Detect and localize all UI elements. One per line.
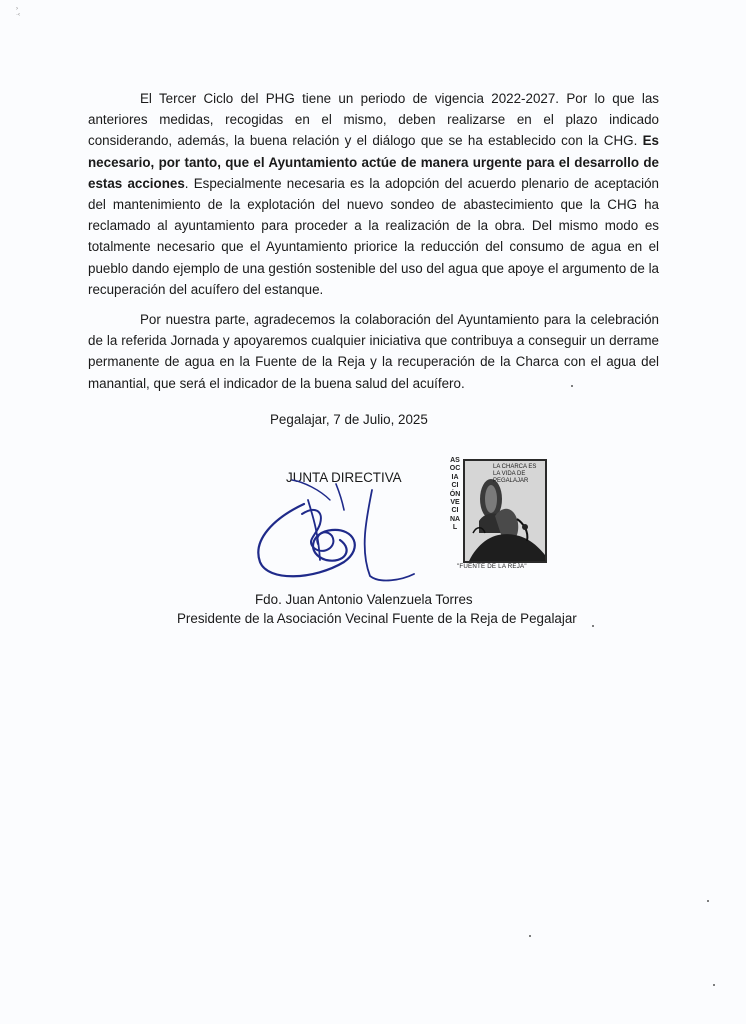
scan-mark: › ·‹ [16, 6, 20, 18]
scan-speck [571, 385, 573, 387]
paragraph-1-start: El Tercer Ciclo del PHG tiene un periodo de vigencia 2022-2027. Por lo que las anteriores medidas, recogidas en el mismo, deben realizarse en el plazo indicado considerando, además, la buena relación y el diálogo que se ha establecido con la CHG. [88, 91, 659, 149]
junta-label: JUNTA DIRECTIVA [286, 470, 402, 485]
association-stamp [449, 455, 549, 573]
stamp-motto: LA CHARCA ES LA VIDA DE PEGALAJAR [493, 464, 537, 484]
scan-speck [713, 984, 715, 986]
stamp-bottom-text: "FUENTE DE LA REJA" [457, 563, 527, 570]
handwritten-signature [244, 470, 424, 588]
scan-speck [592, 625, 594, 627]
stamp-image-box [463, 459, 547, 563]
scan-speck [707, 900, 709, 902]
letter-body [88, 88, 659, 394]
paragraph-1-bold: Es necesario, por tanto, que el Ayuntamiento actúe de manera urgente para el desarrollo de estas acciones [88, 133, 659, 191]
date-line: Pegalajar, 7 de Julio, 2025 [270, 412, 428, 427]
signed-by: Fdo. Juan Antonio Valenzuela Torres [255, 592, 473, 607]
scan-speck [529, 935, 531, 937]
paragraph-2: Por nuestra parte, agradecemos la colaboración del Ayuntamiento para la celebración de la referida Jornada y apoyaremos cualquier iniciativa que contribuya a conseguir un derrame permanente de agua en la Fuente de la Reja y la recuperación de la Charca con el agua del manantial, que será el indicador de la buena salud del acuífero. [88, 312, 659, 391]
stamp-vertical-text: ASOCIACIÓN VECINAL [449, 457, 461, 532]
paragraph-1-end: . Especialmente necesaria es la adopción del acuerdo plenario de aceptación del mantenimiento de la explotación del nuevo sondeo de abastecimiento que la CHG ha reclamado al ayuntamiento para proceder a la realización de la obra. Del mismo modo es totalmente necesario que el Ayuntamiento priorice la reducción del consumo de agua en el pueblo dando ejemplo de una gestión sostenible del uso del agua que apoye el argumento de la recuperación del acuífero del estanque. [88, 175, 659, 297]
signer-title: Presidente de la Asociación Vecinal Fuente de la Reja de Pegalajar [177, 611, 577, 626]
paragraph-1 [88, 88, 659, 300]
